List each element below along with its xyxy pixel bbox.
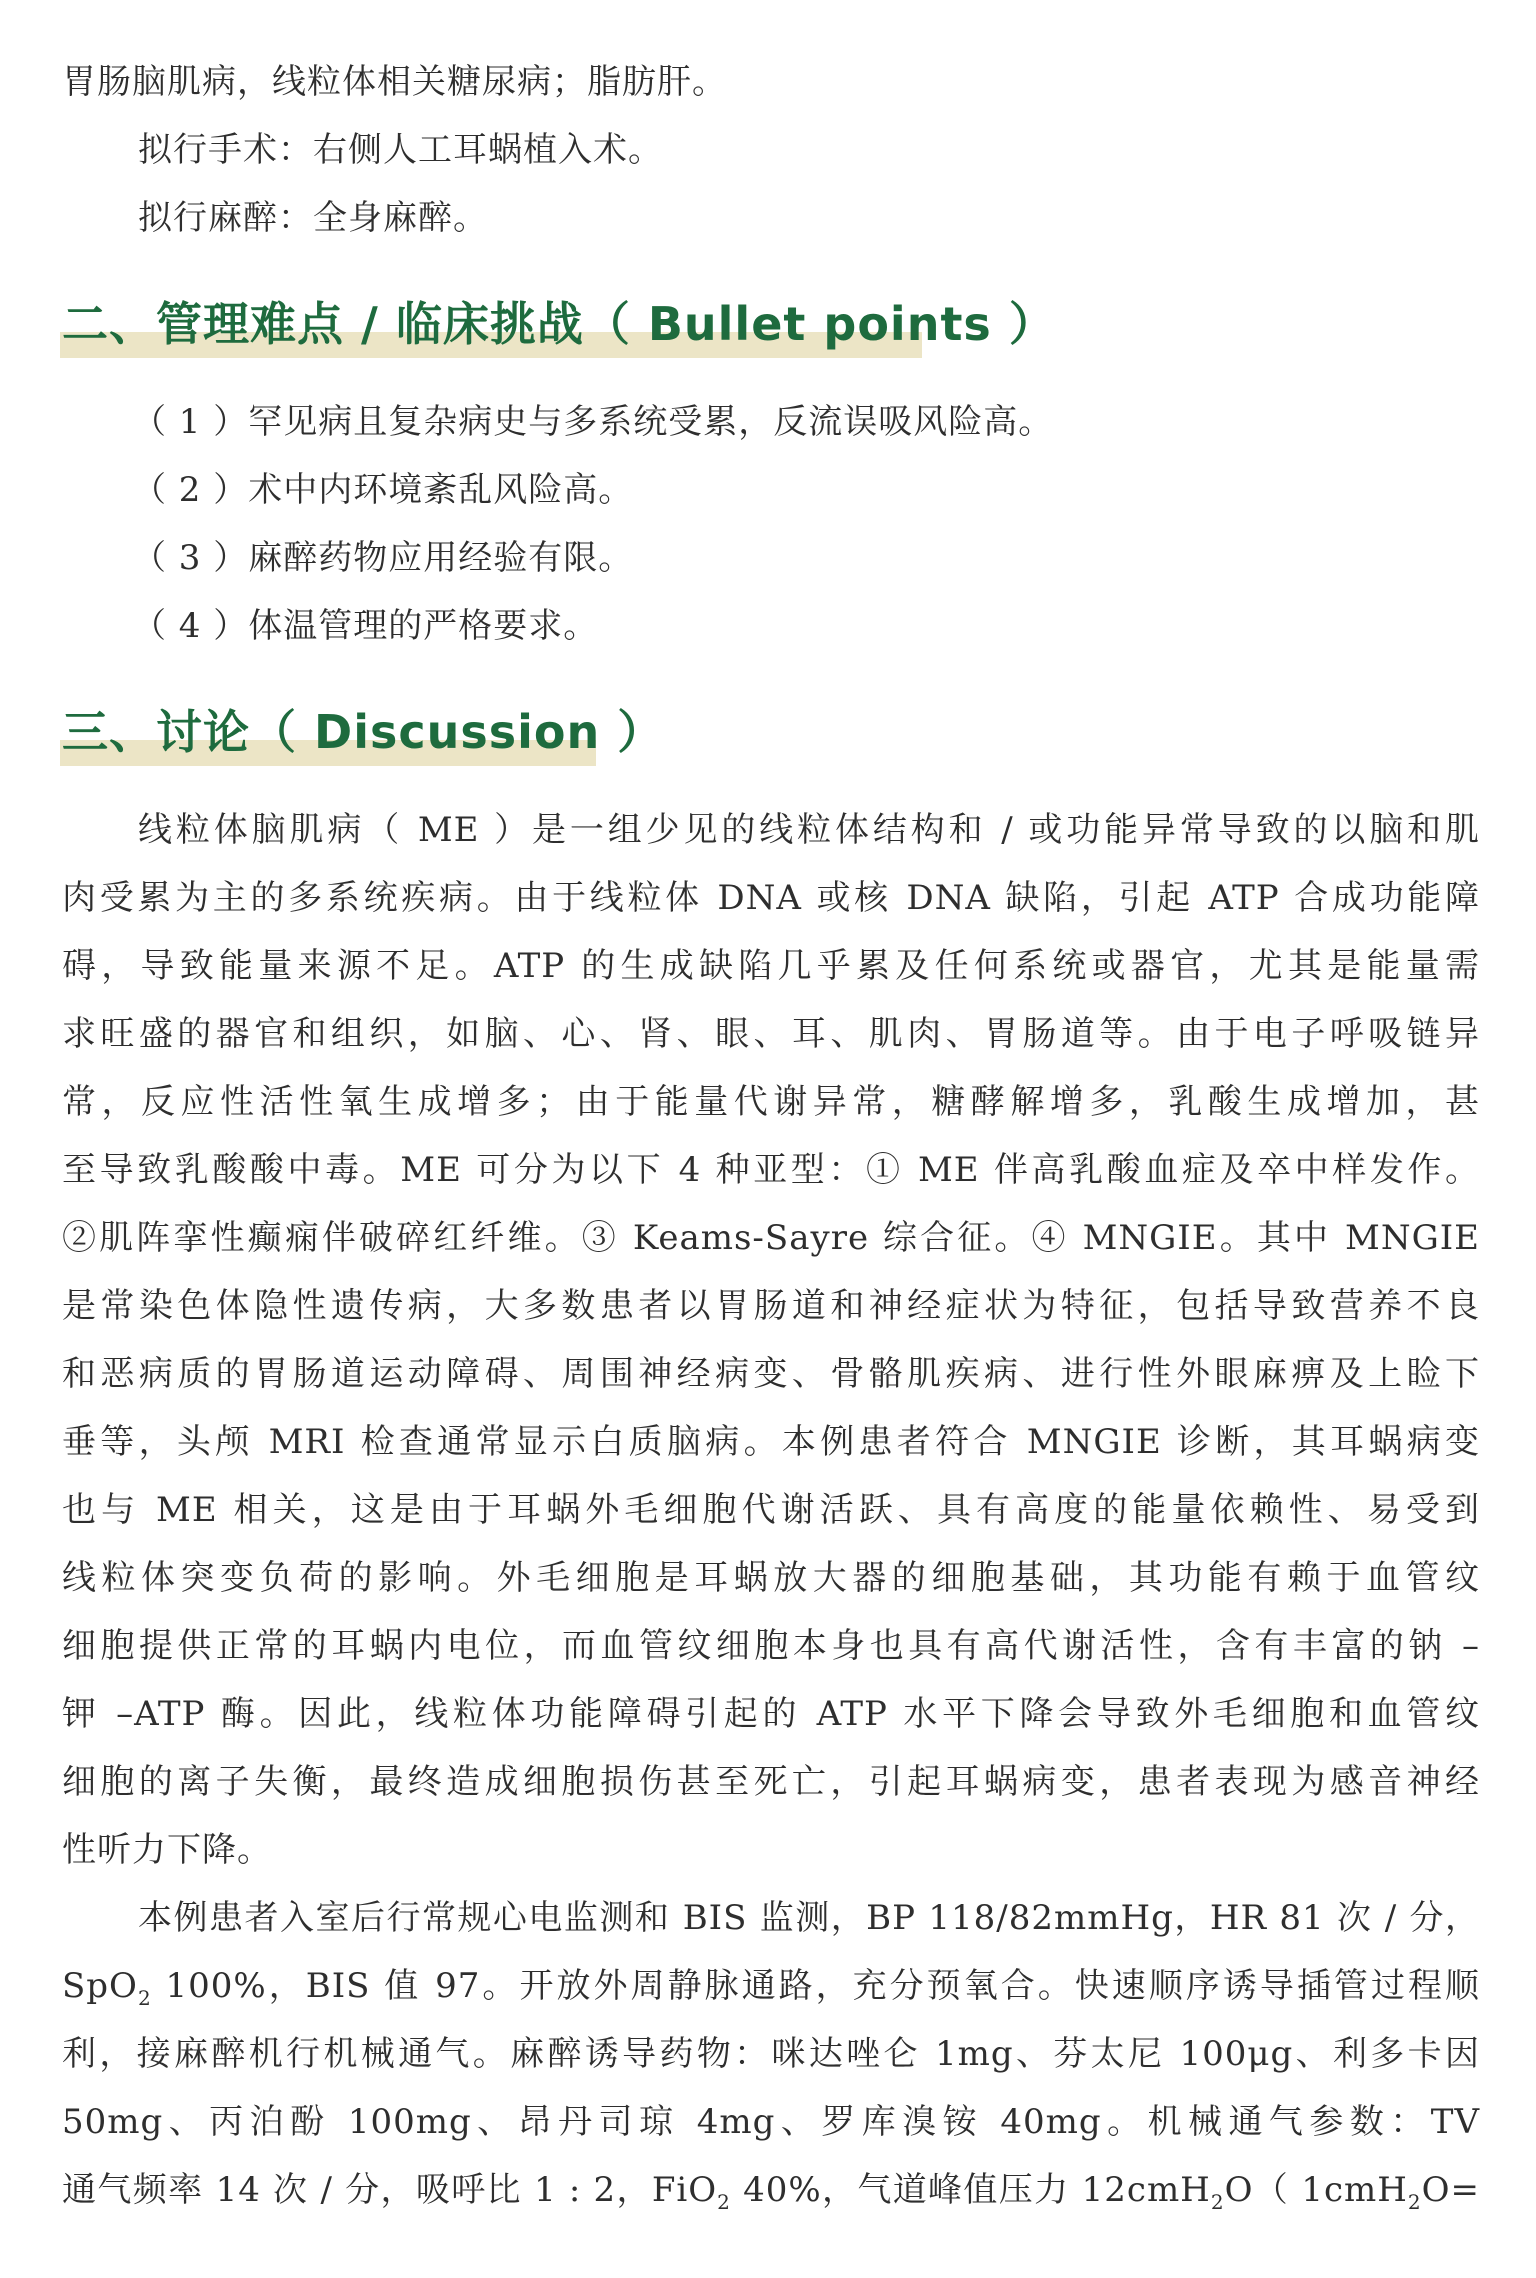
paragraph-line: 性听力下降。 xyxy=(62,1830,272,1870)
discussion-paragraph-2 xyxy=(62,1884,1480,2224)
intro-line-anesthesia: 拟行麻醉：全身麻醉。 xyxy=(138,198,488,238)
paragraph-line: 线粒体脑肌病（ ME ）是一组少见的线粒体结构和 / 或功能异常导致的以脑和肌 xyxy=(138,810,1480,850)
text-span: O（ 1cmH xyxy=(1224,2170,1408,2210)
section-heading-challenges xyxy=(62,282,1480,366)
subscript: 2 xyxy=(717,2189,731,2214)
paragraph-line: 垂等，头颅 MRI 检查通常显示白质脑病。本例患者符合 MNGIE 诊断，其耳蜗病变 xyxy=(62,1422,1480,1462)
paragraph-line: 求旺盛的器官和组织，如脑、心、肾、眼、耳、肌肉、胃肠道等。由于电子呼吸链异 xyxy=(62,1014,1480,1054)
list-item: （ 2 ）术中内环境紊乱风险高。 xyxy=(132,470,634,510)
text-span: 通气频率 14 次 / 分，吸呼比 1 : 2，FiO xyxy=(62,2170,718,2210)
document-page xyxy=(62,48,1480,2224)
paragraph-line: 常，反应性活性氧生成增多；由于能量代谢异常，糖酵解增多，乳酸生成增加，甚 xyxy=(62,1082,1480,1122)
text-span: O= xyxy=(1421,2170,1480,2210)
section-title: 二、管理难点 / 临床挑战（ Bullet points ） xyxy=(62,297,1056,351)
paragraph-line: 和恶病质的胃肠道运动障碍、周围神经病变、骨骼肌疾病、进行性外眼麻痹及上睑下 xyxy=(62,1354,1480,1394)
paragraph-line: ②肌阵挛性癫痫伴破碎红纤维。③ Keams-Sayre 综合征。④ MNGIE。其中 MNGIE xyxy=(62,1218,1480,1258)
paragraph-line: 也与 ME 相关，这是由于耳蜗外毛细胞代谢活跃、具有高度的能量依赖性、易受到 xyxy=(62,1490,1480,1530)
paragraph-line: 本例患者入室后行常规心电监测和 BIS 监测，BP 118/82mmHg，HR 81 次 / 分， xyxy=(138,1898,1480,1938)
intro-line-surgery: 拟行手术：右侧人工耳蜗植入术。 xyxy=(138,130,663,170)
section-heading-discussion xyxy=(62,690,1480,774)
subscript: 2 xyxy=(137,1985,152,2010)
intro-line-diagnosis: 胃肠脑肌病，线粒体相关糖尿病；脂肪肝。 xyxy=(62,62,727,102)
list-item: （ 4 ）体温管理的严格要求。 xyxy=(132,606,599,646)
list-item: （ 3 ）麻醉药物应用经验有限。 xyxy=(132,538,634,578)
paragraph-line: 是常染色体隐性遗传病，大多数患者以胃肠道和神经症状为特征，包括导致营养不良 xyxy=(62,1286,1480,1326)
paragraph-line: 线粒体突变负荷的影响。外毛细胞是耳蜗放大器的细胞基础，其功能有赖于血管纹 xyxy=(62,1558,1480,1598)
paragraph-line: 钾 –ATP 酶。因此，线粒体功能障碍引起的 ATP 水平下降会导致外毛细胞和血管纹 xyxy=(62,1694,1480,1734)
subscript: 2 xyxy=(1407,2189,1422,2214)
text-span: 100%，BIS 值 97。开放外周静脉通路，充分预氧合。快速顺序诱导插管过程顺 xyxy=(151,1966,1480,2006)
paragraph-line: 至导致乳酸酸中毒。ME 可分为以下 4 种亚型：① ME 伴高乳酸血症及卒中样发作。 xyxy=(62,1150,1480,1190)
paragraph-line: 肉受累为主的多系统疾病。由于线粒体 DNA 或核 DNA 缺陷，引起 ATP 合成功能障 xyxy=(62,878,1480,918)
list-item: （ 1 ）罕见病且复杂病史与多系统受累，反流误吸风险高。 xyxy=(132,402,1054,442)
challenge-list xyxy=(62,388,1480,660)
paragraph-line: 利，接麻醉机行机械通气。麻醉诱导药物：咪达唑仑 1mg、芬太尼 100μg、利多卡因 xyxy=(62,2034,1480,2074)
text-span: 40%，气道峰值压力 12cmH xyxy=(730,2170,1211,2210)
paragraph-line xyxy=(62,2156,1480,2224)
subscript: 2 xyxy=(1210,2189,1225,2214)
paragraph-line: 细胞提供正常的耳蜗内电位，而血管纹细胞本身也具有高代谢活性，含有丰富的钠 – xyxy=(62,1626,1480,1666)
paragraph-line xyxy=(62,1952,1480,2020)
paragraph-line: 碍，导致能量来源不足。ATP 的生成缺陷几乎累及任何系统或器官，尤其是能量需 xyxy=(62,946,1480,986)
discussion-paragraph-1 xyxy=(62,796,1480,1884)
paragraph-line: 细胞的离子失衡，最终造成细胞损伤甚至死亡，引起耳蜗病变，患者表现为感音神经 xyxy=(62,1762,1480,1802)
section-title: 三、讨论（ Discussion ） xyxy=(62,705,665,759)
paragraph-line: 50mg、丙泊酚 100mg、昂丹司琼 4mg、罗库溴铵 40mg。机械通气参数：TV xyxy=(62,2102,1480,2142)
text-span: SpO xyxy=(62,1966,138,2006)
